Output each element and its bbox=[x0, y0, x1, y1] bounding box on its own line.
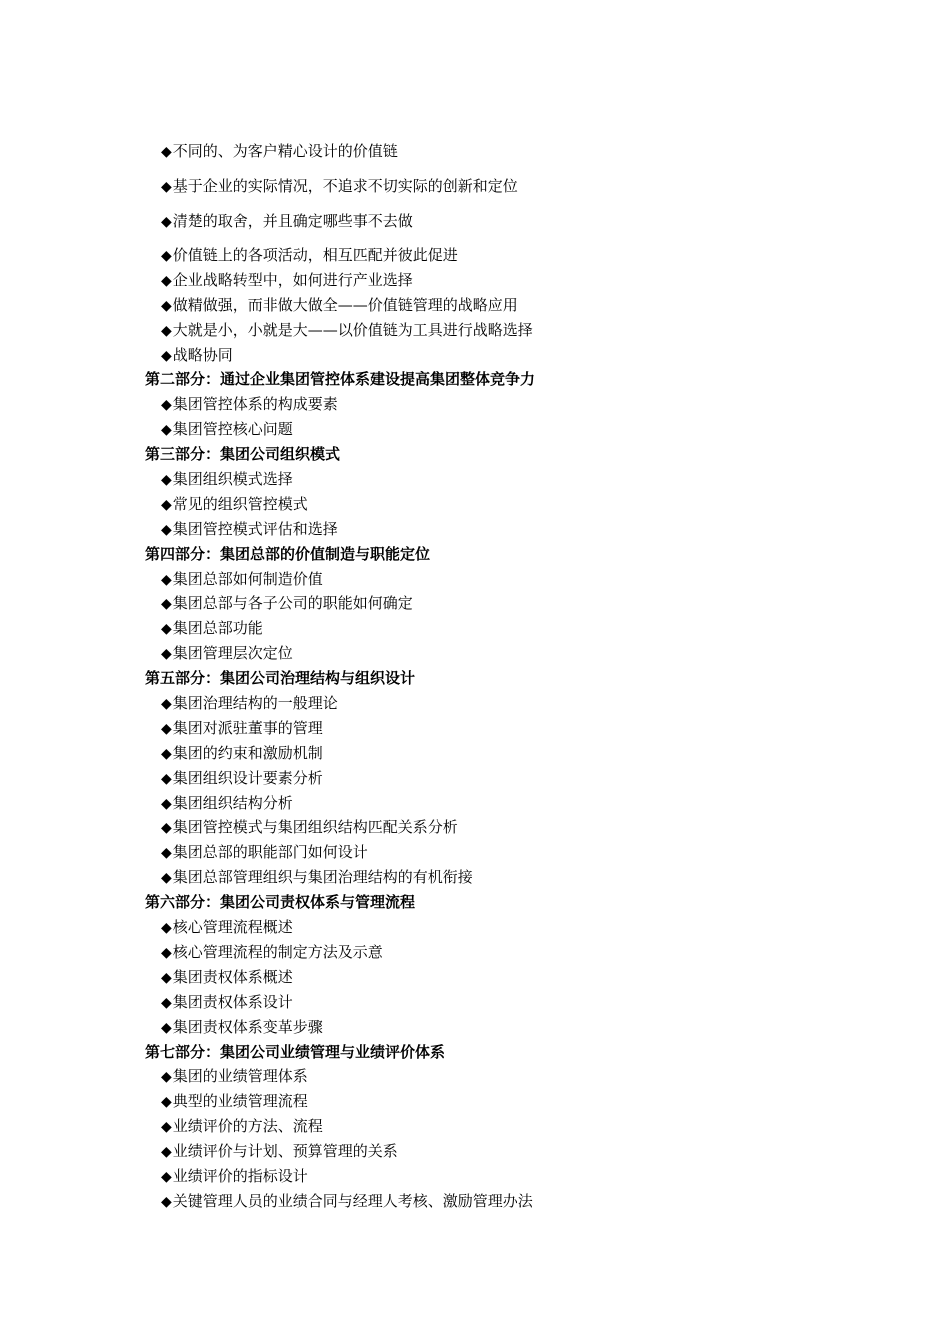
section-bullet-item bbox=[145, 915, 925, 940]
section-bullet-item bbox=[145, 791, 925, 816]
intro-bullet-item bbox=[161, 139, 921, 174]
section-bullet-item bbox=[145, 1164, 925, 1189]
bullet-text: 集团责权体系设计 bbox=[172, 992, 293, 1011]
outline-content bbox=[145, 243, 925, 1214]
section-bullet-item bbox=[145, 1139, 925, 1164]
section-bullet-item bbox=[145, 815, 925, 840]
diamond-bullet-icon: ◆ bbox=[161, 621, 172, 638]
diamond-bullet-icon: ◆ bbox=[161, 596, 172, 613]
bullet-text: 做精做强，而非做大做全——价值链管理的战略应用 bbox=[172, 295, 518, 314]
bullet-text: 集团责权体系变革步骤 bbox=[172, 1017, 323, 1036]
bullet-text: 集团的约束和激励机制 bbox=[172, 743, 323, 762]
bullet-text: 集团管控模式评估和选择 bbox=[172, 519, 338, 538]
diamond-bullet-icon: ◆ bbox=[161, 870, 172, 887]
bullet-text: 业绩评价的方法、流程 bbox=[172, 1117, 323, 1136]
bullet-text: 核心管理流程概述 bbox=[172, 918, 293, 937]
part1-bullet-item bbox=[145, 243, 925, 268]
section-bullet-item bbox=[145, 392, 925, 417]
diamond-bullet-icon: ◆ bbox=[161, 944, 172, 961]
section-bullet-item bbox=[145, 492, 925, 517]
section-bullet-item bbox=[145, 840, 925, 865]
diamond-bullet-icon: ◆ bbox=[161, 1019, 172, 1036]
bullet-text: 集团管控模式与集团组织结构匹配关系分析 bbox=[172, 818, 458, 837]
diamond-bullet-icon: ◆ bbox=[161, 1193, 172, 1210]
bullet-text: 集团责权体系概述 bbox=[172, 967, 293, 986]
diamond-bullet-icon: ◆ bbox=[161, 745, 172, 762]
section-heading: 第三部分：集团公司组织模式 bbox=[145, 445, 341, 464]
diamond-bullet-icon: ◆ bbox=[161, 144, 172, 160]
diamond-bullet-icon: ◆ bbox=[161, 571, 172, 588]
section-bullet-item bbox=[145, 567, 925, 592]
intro-bullet-item bbox=[161, 209, 921, 244]
section-bullet-item bbox=[145, 467, 925, 492]
diamond-bullet-icon: ◆ bbox=[161, 1119, 172, 1136]
part1-bullet-item bbox=[145, 318, 925, 343]
bullet-text: 集团组织模式选择 bbox=[172, 470, 293, 489]
bullet-text: 集团总部功能 bbox=[172, 619, 263, 638]
section-heading: 第七部分：集团公司业绩管理与业绩评价体系 bbox=[145, 1042, 446, 1061]
diamond-bullet-icon: ◆ bbox=[161, 214, 172, 230]
bullet-text: 典型的业绩管理流程 bbox=[172, 1092, 308, 1111]
section-bullet-item bbox=[145, 417, 925, 442]
bullet-text: 集团组织设计要素分析 bbox=[172, 768, 323, 787]
bullet-text: 价值链上的各项活动，相互匹配并彼此促进 bbox=[172, 246, 458, 264]
section-bullet-item bbox=[145, 1189, 925, 1214]
section-bullet-item bbox=[145, 616, 925, 641]
bullet-text: 不同的、为客户精心设计的价值链 bbox=[172, 142, 398, 160]
diamond-bullet-icon: ◆ bbox=[161, 472, 172, 489]
section-heading: 第二部分：通过企业集团管控体系建设提高集团整体竞争力 bbox=[145, 370, 536, 389]
section-bullet-item bbox=[145, 965, 925, 990]
bullet-text: 业绩评价的指标设计 bbox=[172, 1166, 308, 1185]
bullet-text: 集团对派驻董事的管理 bbox=[172, 718, 323, 737]
bullet-text: 集团总部如何制造价值 bbox=[172, 569, 323, 588]
bullet-text: 集团总部与各子公司的职能如何确定 bbox=[172, 594, 413, 613]
diamond-bullet-icon: ◆ bbox=[161, 521, 172, 538]
bullet-text: 集团组织结构分析 bbox=[172, 793, 293, 812]
bullet-text: 基于企业的实际情况，不追求不切实际的创新和定位 bbox=[172, 177, 518, 195]
part1-bullet-item bbox=[145, 268, 925, 293]
diamond-bullet-icon: ◆ bbox=[161, 297, 172, 314]
diamond-bullet-icon: ◆ bbox=[161, 1144, 172, 1161]
diamond-bullet-icon: ◆ bbox=[161, 720, 172, 737]
section-heading: 第六部分：集团公司责权体系与管理流程 bbox=[145, 893, 416, 912]
section-bullet-item bbox=[145, 691, 925, 716]
diamond-bullet-icon: ◆ bbox=[161, 969, 172, 986]
diamond-bullet-icon: ◆ bbox=[161, 795, 172, 812]
diamond-bullet-icon: ◆ bbox=[161, 179, 172, 195]
section-bullet-item bbox=[145, 641, 925, 666]
intro-bullet-list bbox=[161, 139, 921, 244]
bullet-text: 业绩评价与计划、预算管理的关系 bbox=[172, 1142, 398, 1161]
diamond-bullet-icon: ◆ bbox=[161, 920, 172, 937]
section-bullet-item bbox=[145, 716, 925, 741]
bullet-text: 集团管控核心问题 bbox=[172, 420, 293, 439]
bullet-text: 集团治理结构的一般理论 bbox=[172, 694, 338, 713]
section-bullet-item bbox=[145, 940, 925, 965]
bullet-text: 集团总部的职能部门如何设计 bbox=[172, 843, 368, 862]
section-bullet-item bbox=[145, 1015, 925, 1040]
bullet-text: 核心管理流程的制定方法及示意 bbox=[172, 942, 383, 961]
diamond-bullet-icon: ◆ bbox=[161, 272, 172, 289]
bullet-text: 集团管理层次定位 bbox=[172, 644, 293, 663]
diamond-bullet-icon: ◆ bbox=[161, 646, 172, 663]
diamond-bullet-icon: ◆ bbox=[161, 248, 172, 264]
section-bullet-item bbox=[145, 517, 925, 542]
diamond-bullet-icon: ◆ bbox=[161, 1094, 172, 1111]
section-bullet-item bbox=[145, 1089, 925, 1114]
bullet-text: 集团管控体系的构成要素 bbox=[172, 395, 338, 414]
diamond-bullet-icon: ◆ bbox=[161, 1069, 172, 1086]
section-heading: 第五部分：集团公司治理结构与组织设计 bbox=[145, 669, 416, 688]
bullet-text: 关键管理人员的业绩合同与经理人考核、激励管理办法 bbox=[172, 1191, 533, 1210]
diamond-bullet-icon: ◆ bbox=[161, 820, 172, 837]
part1-bullet-item bbox=[145, 293, 925, 318]
section-bullet-item bbox=[145, 766, 925, 791]
bullet-text: 战略协同 bbox=[172, 345, 233, 364]
diamond-bullet-icon: ◆ bbox=[161, 496, 172, 513]
section-bullet-item bbox=[145, 591, 925, 616]
diamond-bullet-icon: ◆ bbox=[161, 397, 172, 414]
diamond-bullet-icon: ◆ bbox=[161, 770, 172, 787]
bullet-text: 常见的组织管控模式 bbox=[172, 494, 308, 513]
intro-bullet-item bbox=[161, 174, 921, 209]
bullet-text: 集团总部管理组织与集团治理结构的有机衔接 bbox=[172, 868, 473, 887]
diamond-bullet-icon: ◆ bbox=[161, 347, 172, 364]
section-heading: 第四部分：集团总部的价值制造与职能定位 bbox=[145, 544, 431, 563]
bullet-text: 集团的业绩管理体系 bbox=[172, 1067, 308, 1086]
diamond-bullet-icon: ◆ bbox=[161, 994, 172, 1011]
diamond-bullet-icon: ◆ bbox=[161, 322, 172, 339]
bullet-text: 企业战略转型中，如何进行产业选择 bbox=[172, 270, 413, 289]
bullet-text: 清楚的取舍，并且确定哪些事不去做 bbox=[172, 212, 413, 230]
bullet-text: 大就是小，小就是大——以价值链为工具进行战略选择 bbox=[172, 320, 533, 339]
part1-bullet-item bbox=[145, 343, 925, 368]
section-bullet-item bbox=[145, 1114, 925, 1139]
diamond-bullet-icon: ◆ bbox=[161, 845, 172, 862]
section-bullet-item bbox=[145, 990, 925, 1015]
section-bullet-item bbox=[145, 865, 925, 890]
diamond-bullet-icon: ◆ bbox=[161, 696, 172, 713]
section-bullet-item bbox=[145, 741, 925, 766]
section-bullet-item bbox=[145, 1064, 925, 1089]
diamond-bullet-icon: ◆ bbox=[161, 422, 172, 439]
diamond-bullet-icon: ◆ bbox=[161, 1168, 172, 1185]
